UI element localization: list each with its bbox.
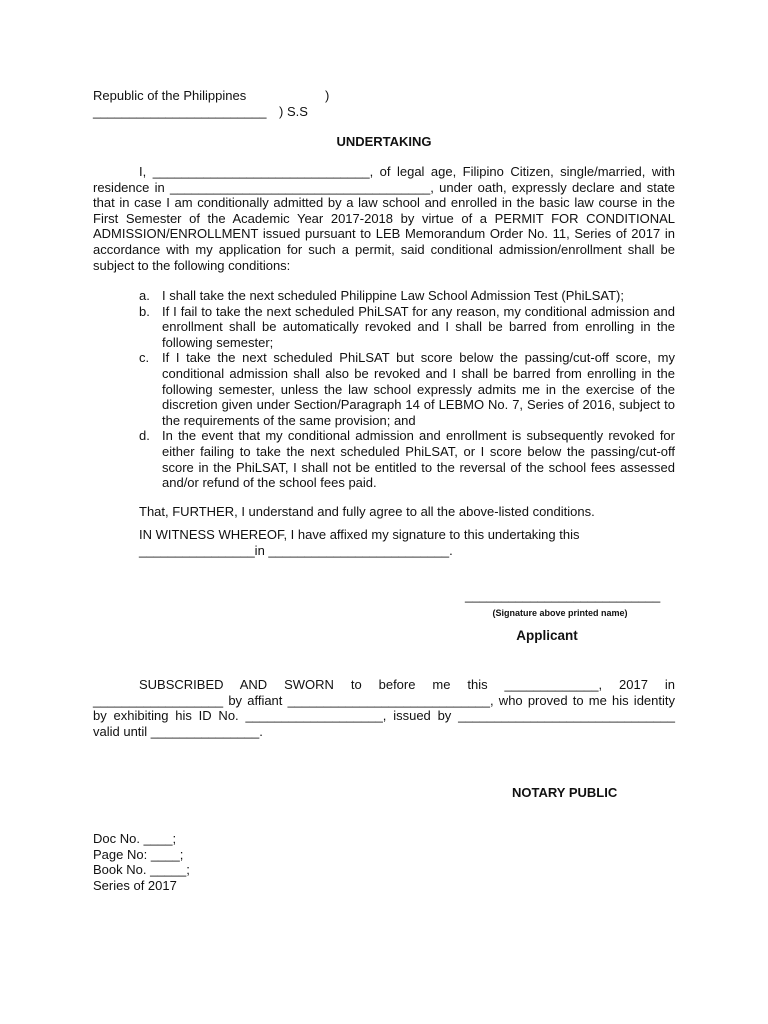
condition-mark: b. <box>139 303 150 319</box>
condition-text: If I fail to take the next scheduled PhiLSAT for any reason, my conditional admission and enrollment shall be automatically revoked and I shall be barred from enrolling in the following semester; <box>162 303 675 350</box>
signature-caption: (Signature above printed name) <box>492 608 628 618</box>
intro-paragraph <box>93 164 675 273</box>
venue-ss: ) S.S <box>279 104 308 119</box>
signature-line: ___________________________ <box>465 588 661 603</box>
witness-line-2: ________________in _________________________. <box>139 542 453 558</box>
further-statement: That, FURTHER, I understand and fully agree to all the above-listed conditions. <box>139 504 595 519</box>
condition-item <box>93 304 675 351</box>
venue-block <box>93 88 353 120</box>
applicant-label: Applicant <box>516 628 578 643</box>
witness-line-1: IN WITNESS WHEREOF, I have affixed my signature to this undertaking this <box>139 527 580 542</box>
page-number: Page No: ____; <box>93 846 184 862</box>
book-number: Book No. _____; <box>93 862 190 878</box>
condition-text: In the event that my conditional admission and enrollment is subsequently revoked for either failing to take the next scheduled PhiLSAT, or I score below the passing/cut-off score in the PhiLSAT, I shall not be entitled to the reversal of the school fees assessed and/or refund of the school fees paid. <box>162 428 675 491</box>
condition-item <box>93 288 675 304</box>
jurat-text: SUBSCRIBED AND SWORN to before me this _____________, 2017 in __________________ by affiant ____________________________, who proved to me his identity by exhibiting his ID No. ___________________, issued by ______________________________ valid until _______________. <box>93 677 675 739</box>
condition-item <box>93 428 675 490</box>
series-year: Series of 2017 <box>93 877 177 893</box>
condition-mark: a. <box>139 288 150 303</box>
conditions-list <box>93 288 675 491</box>
witness-clause <box>139 527 679 558</box>
condition-mark: d. <box>139 428 150 444</box>
condition-item <box>93 350 675 428</box>
condition-mark: c. <box>139 350 150 366</box>
notarial-register-block <box>93 831 190 893</box>
jurat-paragraph <box>93 677 675 739</box>
venue-blank: ________________________ <box>93 104 267 119</box>
document-title: UNDERTAKING <box>336 134 432 149</box>
venue-country: Republic of the Philippines <box>93 88 247 103</box>
condition-text: I shall take the next scheduled Philippine Law School Admission Test (PhiLSAT); <box>162 288 624 303</box>
notary-public-label: NOTARY PUBLIC <box>512 785 618 800</box>
doc-number: Doc No. ____; <box>93 831 177 846</box>
intro-text: I, ______________________________, of legal age, Filipino Citizen, single/married, with residence in ____________________________________, under oath, expressly declare and state that in case I am conditionally admitted by a law school and enrolled in the basic law course in the First Semester of the Academic Year 2017-2018 by virtue of a PERMIT FOR CONDITIONAL ADMISSION/ENROLLMENT issued pursuant to LEB Memorandum Order No. 11, Series of 2017 in accordance with my application for such a permit, said conditional admission/enrollment shall be subject to the following conditions: <box>93 164 675 273</box>
venue-paren: ) <box>325 88 330 103</box>
condition-text: If I take the next scheduled PhiLSAT but score below the passing/cut-off score, my conditional admission shall also be revoked and I shall be barred from enrolling in the following semester, unless the law school expressly admits me in the exercise of the discretion given under Section/Paragraph 14 of LEBMO No. 7, Series of 2016, subject to the requirements of the same provision; and <box>162 350 675 428</box>
